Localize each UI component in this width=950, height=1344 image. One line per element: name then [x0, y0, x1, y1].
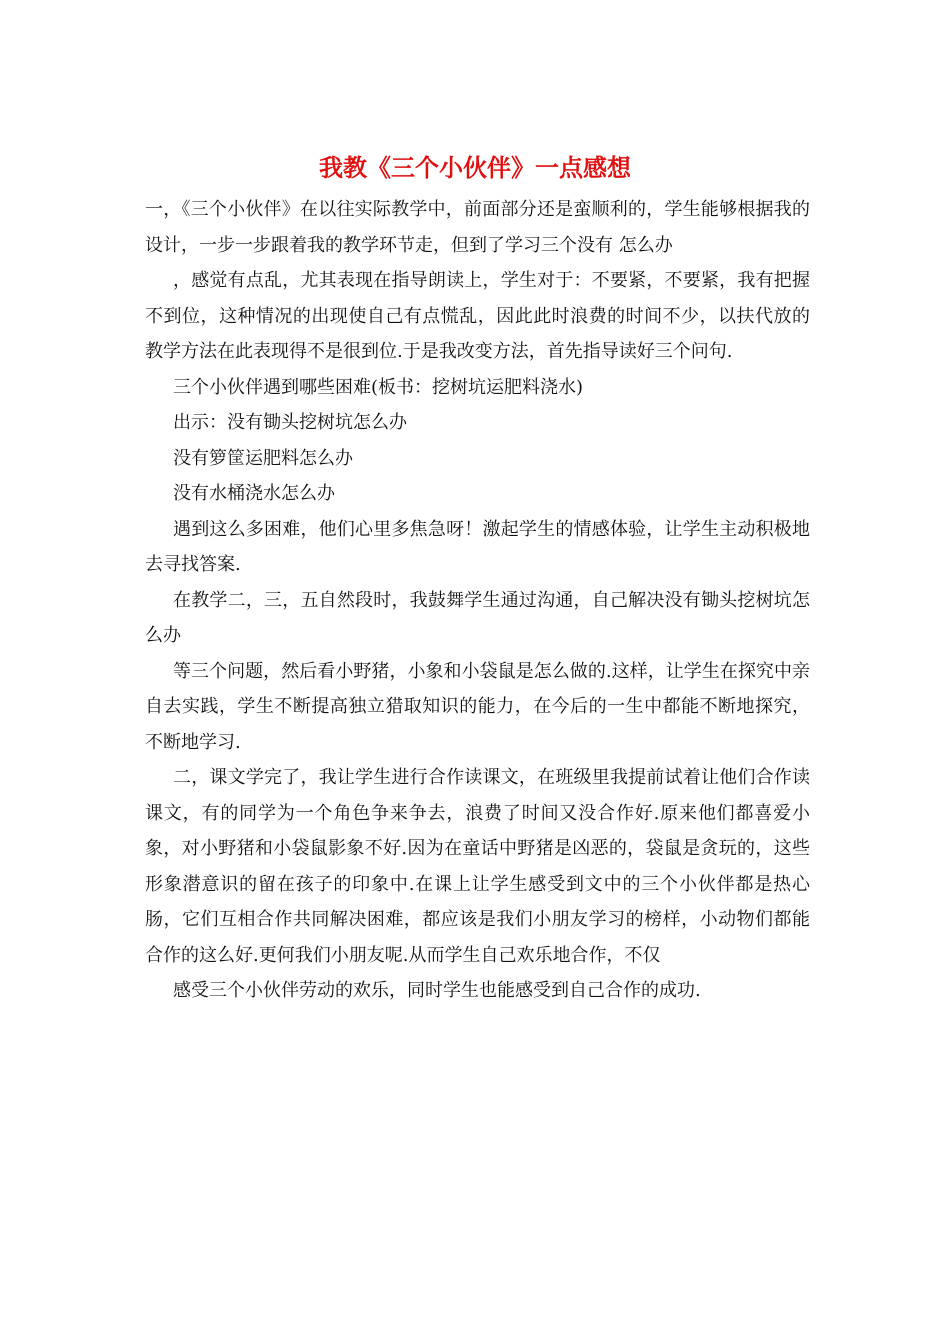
- paragraph-7: 遇到这么多困难，他们心里多焦急呀！激起学生的情感体验，让学生主动积极地去寻找答案.: [145, 518, 810, 575]
- paragraph-8: 在教学二，三，五自然段时，我鼓舞学生通过沟通，自己解决没有锄头挖树坑怎么办: [145, 589, 810, 646]
- document-title: 我教《三个小伙伴》一点感想: [319, 153, 631, 182]
- paragraph-4: 出示：没有锄头挖树坑怎么办: [173, 412, 407, 433]
- document-body: [145, 192, 810, 1009]
- paragraph-10: 二，课文学完了，我让学生进行合作读课文，在班级里我提前试着让他们合作读课文，有的同学为一个角色争来争去，浪费了时间又没合作好.原来他们都喜爱小象，对小野猪和小袋鼠影象不好.因为在童话中野猪是凶恶的，袋鼠是贪玩的，这些形象潜意识的留在孩子的印象中.在课上让学生感受到文中的三个小伙伴都是热心肠，它们互相合作共同解决困难，都应该是我们小朋友学习的榜样，小动物们都能合作的这么好.更何我们小朋友呢.从而学生自己欢乐地合作，不仅: [145, 767, 810, 966]
- paragraph-9: 等三个问题，然后看小野猪，小象和小袋鼠是怎么做的.这样，让学生在探究中亲自去实践，学生不断提高独立猎取知识的能力，在今后的一生中都能不断地探究，不断地学习.: [145, 660, 810, 753]
- paragraph-5: 没有箩筐运肥料怎么办: [173, 447, 353, 469]
- paragraph-1: 一，《三个小伙伴》在以往实际教学中，前面部分还是蛮顺利的，学生能够根据我的设计，一步一步跟着我的教学环节走，但到了学习三个没有 怎么办: [145, 199, 810, 256]
- paragraph-11: 感受三个小伙伴劳动的欢乐，同时学生也能感受到自己合作的成功.: [173, 980, 701, 1001]
- paragraph-2: ，感觉有点乱，尤其表现在指导朗读上，学生对于：不要紧，不要紧，我有把握不到位，这种情况的出现使自己有点慌乱，因此此时浪费的时间不少，以扶代放的教学方法在此表现得不是很到位.于是我改变方法，首先指导读好三个问句.: [145, 270, 810, 362]
- paragraph-6: 没有水桶浇水怎么办: [173, 483, 335, 504]
- paragraph-3: 三个小伙伴遇到哪些困难(板书：挖树坑运肥料浇水): [173, 376, 584, 398]
